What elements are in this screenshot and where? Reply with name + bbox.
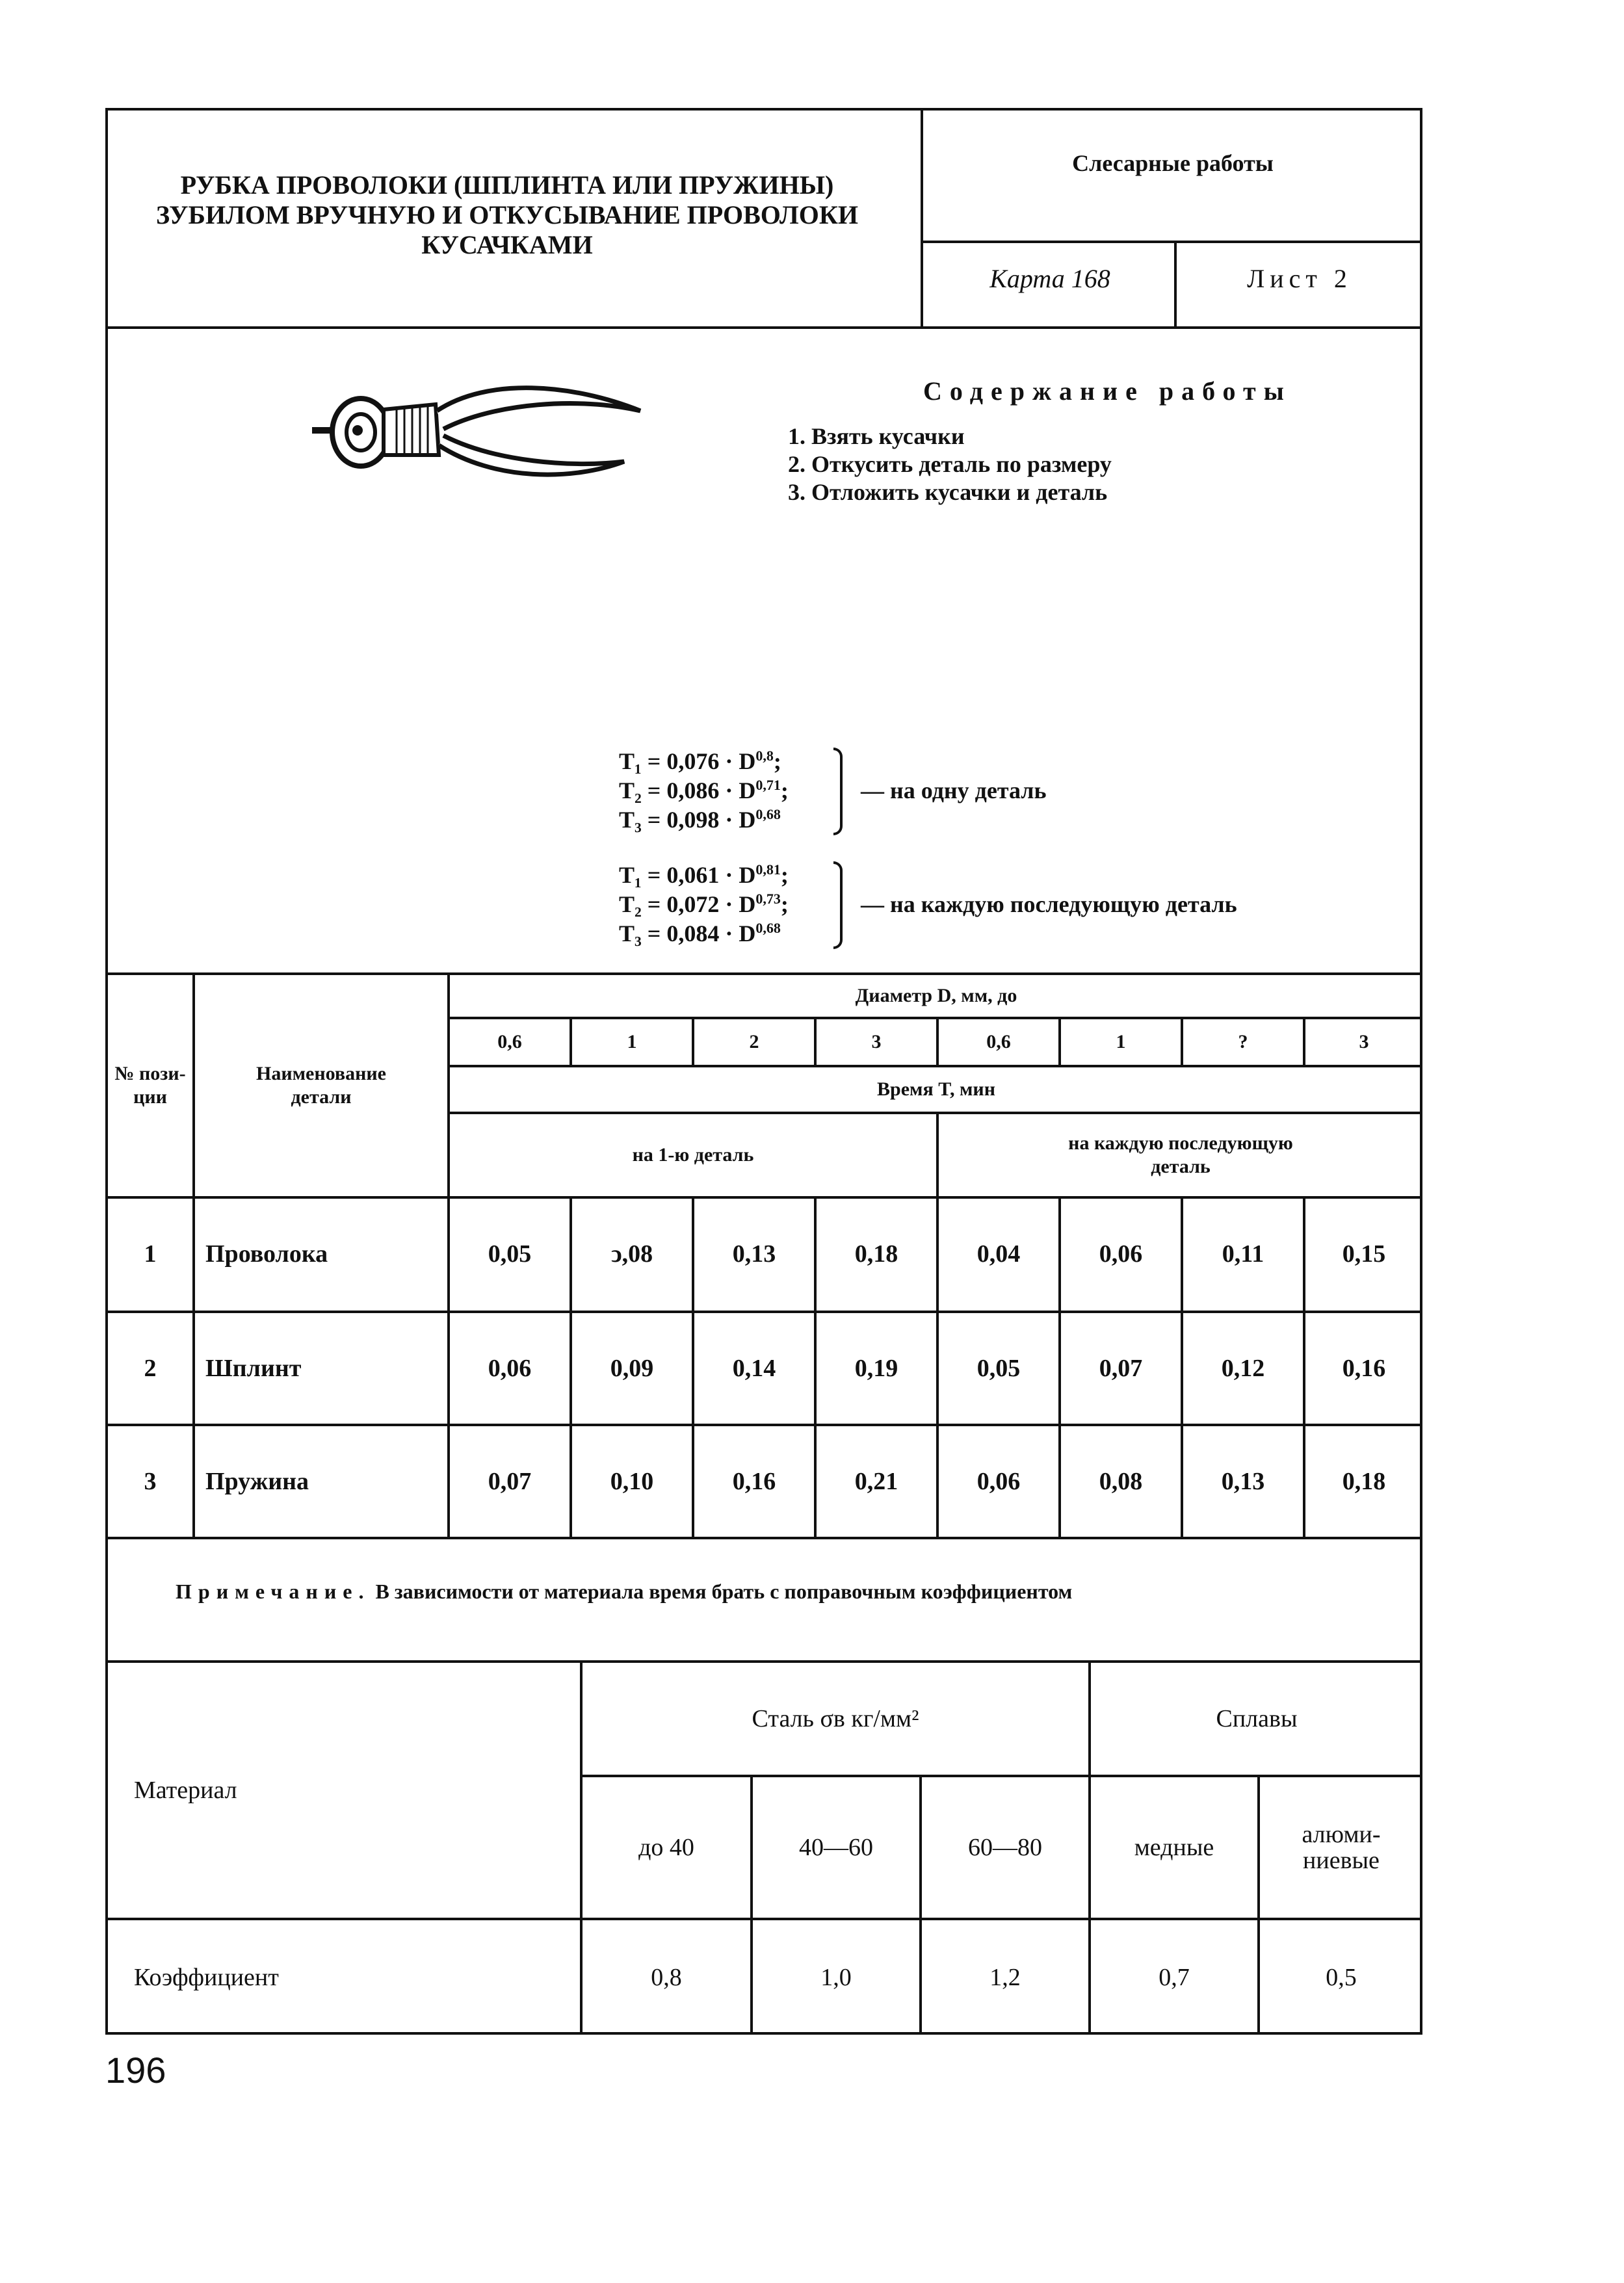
formula-line: T₁ = 0,076 · D$^{0,8}$;: [619, 748, 781, 774]
time-value: 0,15: [1342, 1240, 1386, 1268]
row-name: Шплинт: [205, 1355, 302, 1382]
group-first-part: на 1-ю деталь: [632, 1144, 754, 1166]
time-value: 0,06: [976, 1468, 1021, 1495]
row-position: 2: [144, 1355, 157, 1382]
row-name: Проволока: [205, 1240, 328, 1268]
diameter-value: 0,6: [497, 1031, 522, 1052]
time-value: 0,21: [854, 1468, 898, 1495]
diameter-header: Диаметр D, мм, до: [855, 985, 1017, 1006]
title-line-1: РУБКА ПРОВОЛОКИ (ШПЛИНТА ИЛИ ПРУЖИНЫ): [180, 170, 834, 200]
time-value: 0,11: [1222, 1240, 1264, 1268]
time-header: Время T, мин: [877, 1078, 995, 1100]
time-value: 0,06: [1099, 1240, 1143, 1268]
title-line-2: ЗУБИЛОМ ВРУЧНУЮ И ОТКУСЫВАНИЕ ПРОВОЛОКИ: [156, 200, 858, 229]
formula-brace: [833, 861, 843, 949]
document-title: [124, 170, 891, 260]
material-column: 60—80: [968, 1834, 1042, 1861]
formula-note-first: — на одну деталь: [861, 777, 1047, 803]
time-value: ↄ,08: [610, 1240, 653, 1268]
steel-header: Сталь σв кг/мм²: [752, 1705, 919, 1732]
time-value: 0,05: [488, 1240, 532, 1268]
col-header-name: Наименование детали: [256, 1063, 386, 1108]
section-name: Слесарные работы: [1072, 150, 1274, 176]
work-content-title: Содержание работы: [923, 376, 1292, 406]
coefficient-value: 0,7: [1159, 1964, 1190, 1991]
diameter-value: ?: [1238, 1031, 1248, 1052]
formula-line: T₃ = 0,098 · D$^{0,68}$: [619, 806, 781, 833]
formula-brace: [833, 748, 843, 835]
table-rule: [105, 1537, 1422, 1539]
header-bottom-rule: [105, 326, 1422, 329]
work-step-3: 3. Отложить кусачки и деталь: [788, 479, 1108, 505]
coefficient-value: 0,5: [1326, 1964, 1357, 1991]
title-line-3: КУСАЧКАМИ: [421, 230, 593, 259]
time-value: 0,06: [488, 1355, 532, 1382]
pliers-illustration: [299, 371, 650, 507]
header-divider: [921, 108, 923, 328]
time-value: 0,05: [976, 1355, 1021, 1382]
alloys-header: Сплавы: [1216, 1705, 1298, 1732]
note: [176, 1580, 1072, 1604]
time-value: 0,18: [854, 1240, 898, 1268]
row-position: 1: [144, 1240, 157, 1268]
card-number: Карта 168: [989, 264, 1110, 293]
work-step-2: 2. Откусить деталь по размеру: [788, 451, 1112, 477]
diameter-value: 1: [1116, 1031, 1126, 1052]
time-value: 0,16: [732, 1468, 776, 1495]
work-step-1: 1. Взять кусачки: [788, 423, 965, 449]
formula-line: T₃ = 0,084 · D$^{0,68}$: [619, 920, 781, 946]
diameter-value: 3: [1359, 1031, 1369, 1052]
coefficient-value: 1,0: [820, 1964, 852, 1991]
diameter-value: 0,6: [986, 1031, 1011, 1052]
diameter-value: 1: [627, 1031, 637, 1052]
diameter-value: 2: [749, 1031, 759, 1052]
time-value: 0,10: [610, 1468, 654, 1495]
coefficient-value: 1,2: [989, 1964, 1021, 1991]
formula-line: T₂ = 0,072 · D$^{0,73}$;: [619, 891, 789, 917]
formula-line: T₂ = 0,086 · D$^{0,71}$;: [619, 777, 789, 803]
coefficient-value: 0,8: [651, 1964, 682, 1991]
time-value: 0,18: [1342, 1468, 1386, 1495]
material-label: Материал: [134, 1777, 237, 1804]
time-value: 0,12: [1221, 1355, 1265, 1382]
time-value: 0,16: [1342, 1355, 1386, 1382]
note-heading: Примечание.: [176, 1580, 371, 1603]
time-value: 0,09: [610, 1355, 654, 1382]
formula-line: T₁ = 0,061 · D$^{0,81}$;: [619, 861, 789, 888]
material-column: до 40: [638, 1834, 694, 1861]
material-column: алюми- ниевые: [1302, 1821, 1381, 1874]
time-value: 0,13: [1221, 1468, 1265, 1495]
time-value: 0,07: [1099, 1355, 1143, 1382]
page-number: 196: [105, 2050, 166, 2091]
formula-note-next: — на каждую последующую деталь: [861, 891, 1237, 917]
note-text: В зависимости от материала время брать с поправочным коэффициентом: [375, 1580, 1073, 1603]
time-value: 0,07: [488, 1468, 532, 1495]
row-position: 3: [144, 1468, 157, 1495]
material-column: медные: [1134, 1834, 1214, 1861]
time-value: 0,04: [976, 1240, 1021, 1268]
coefficient-label: Коэффициент: [134, 1964, 279, 1991]
time-value: 0,14: [732, 1355, 776, 1382]
group-next-part: на каждую последующую деталь: [1068, 1132, 1293, 1177]
section-rule: [921, 241, 1422, 243]
time-value: 0,13: [732, 1240, 776, 1268]
row-name: Пружина: [205, 1468, 309, 1495]
diameter-value: 3: [871, 1031, 882, 1052]
time-value: 0,08: [1099, 1468, 1143, 1495]
time-value: 0,19: [854, 1355, 898, 1382]
col-header-position: № пози- ции: [114, 1063, 186, 1108]
sheet-number: Лист 2: [1247, 264, 1352, 293]
material-column: 40—60: [799, 1834, 873, 1861]
